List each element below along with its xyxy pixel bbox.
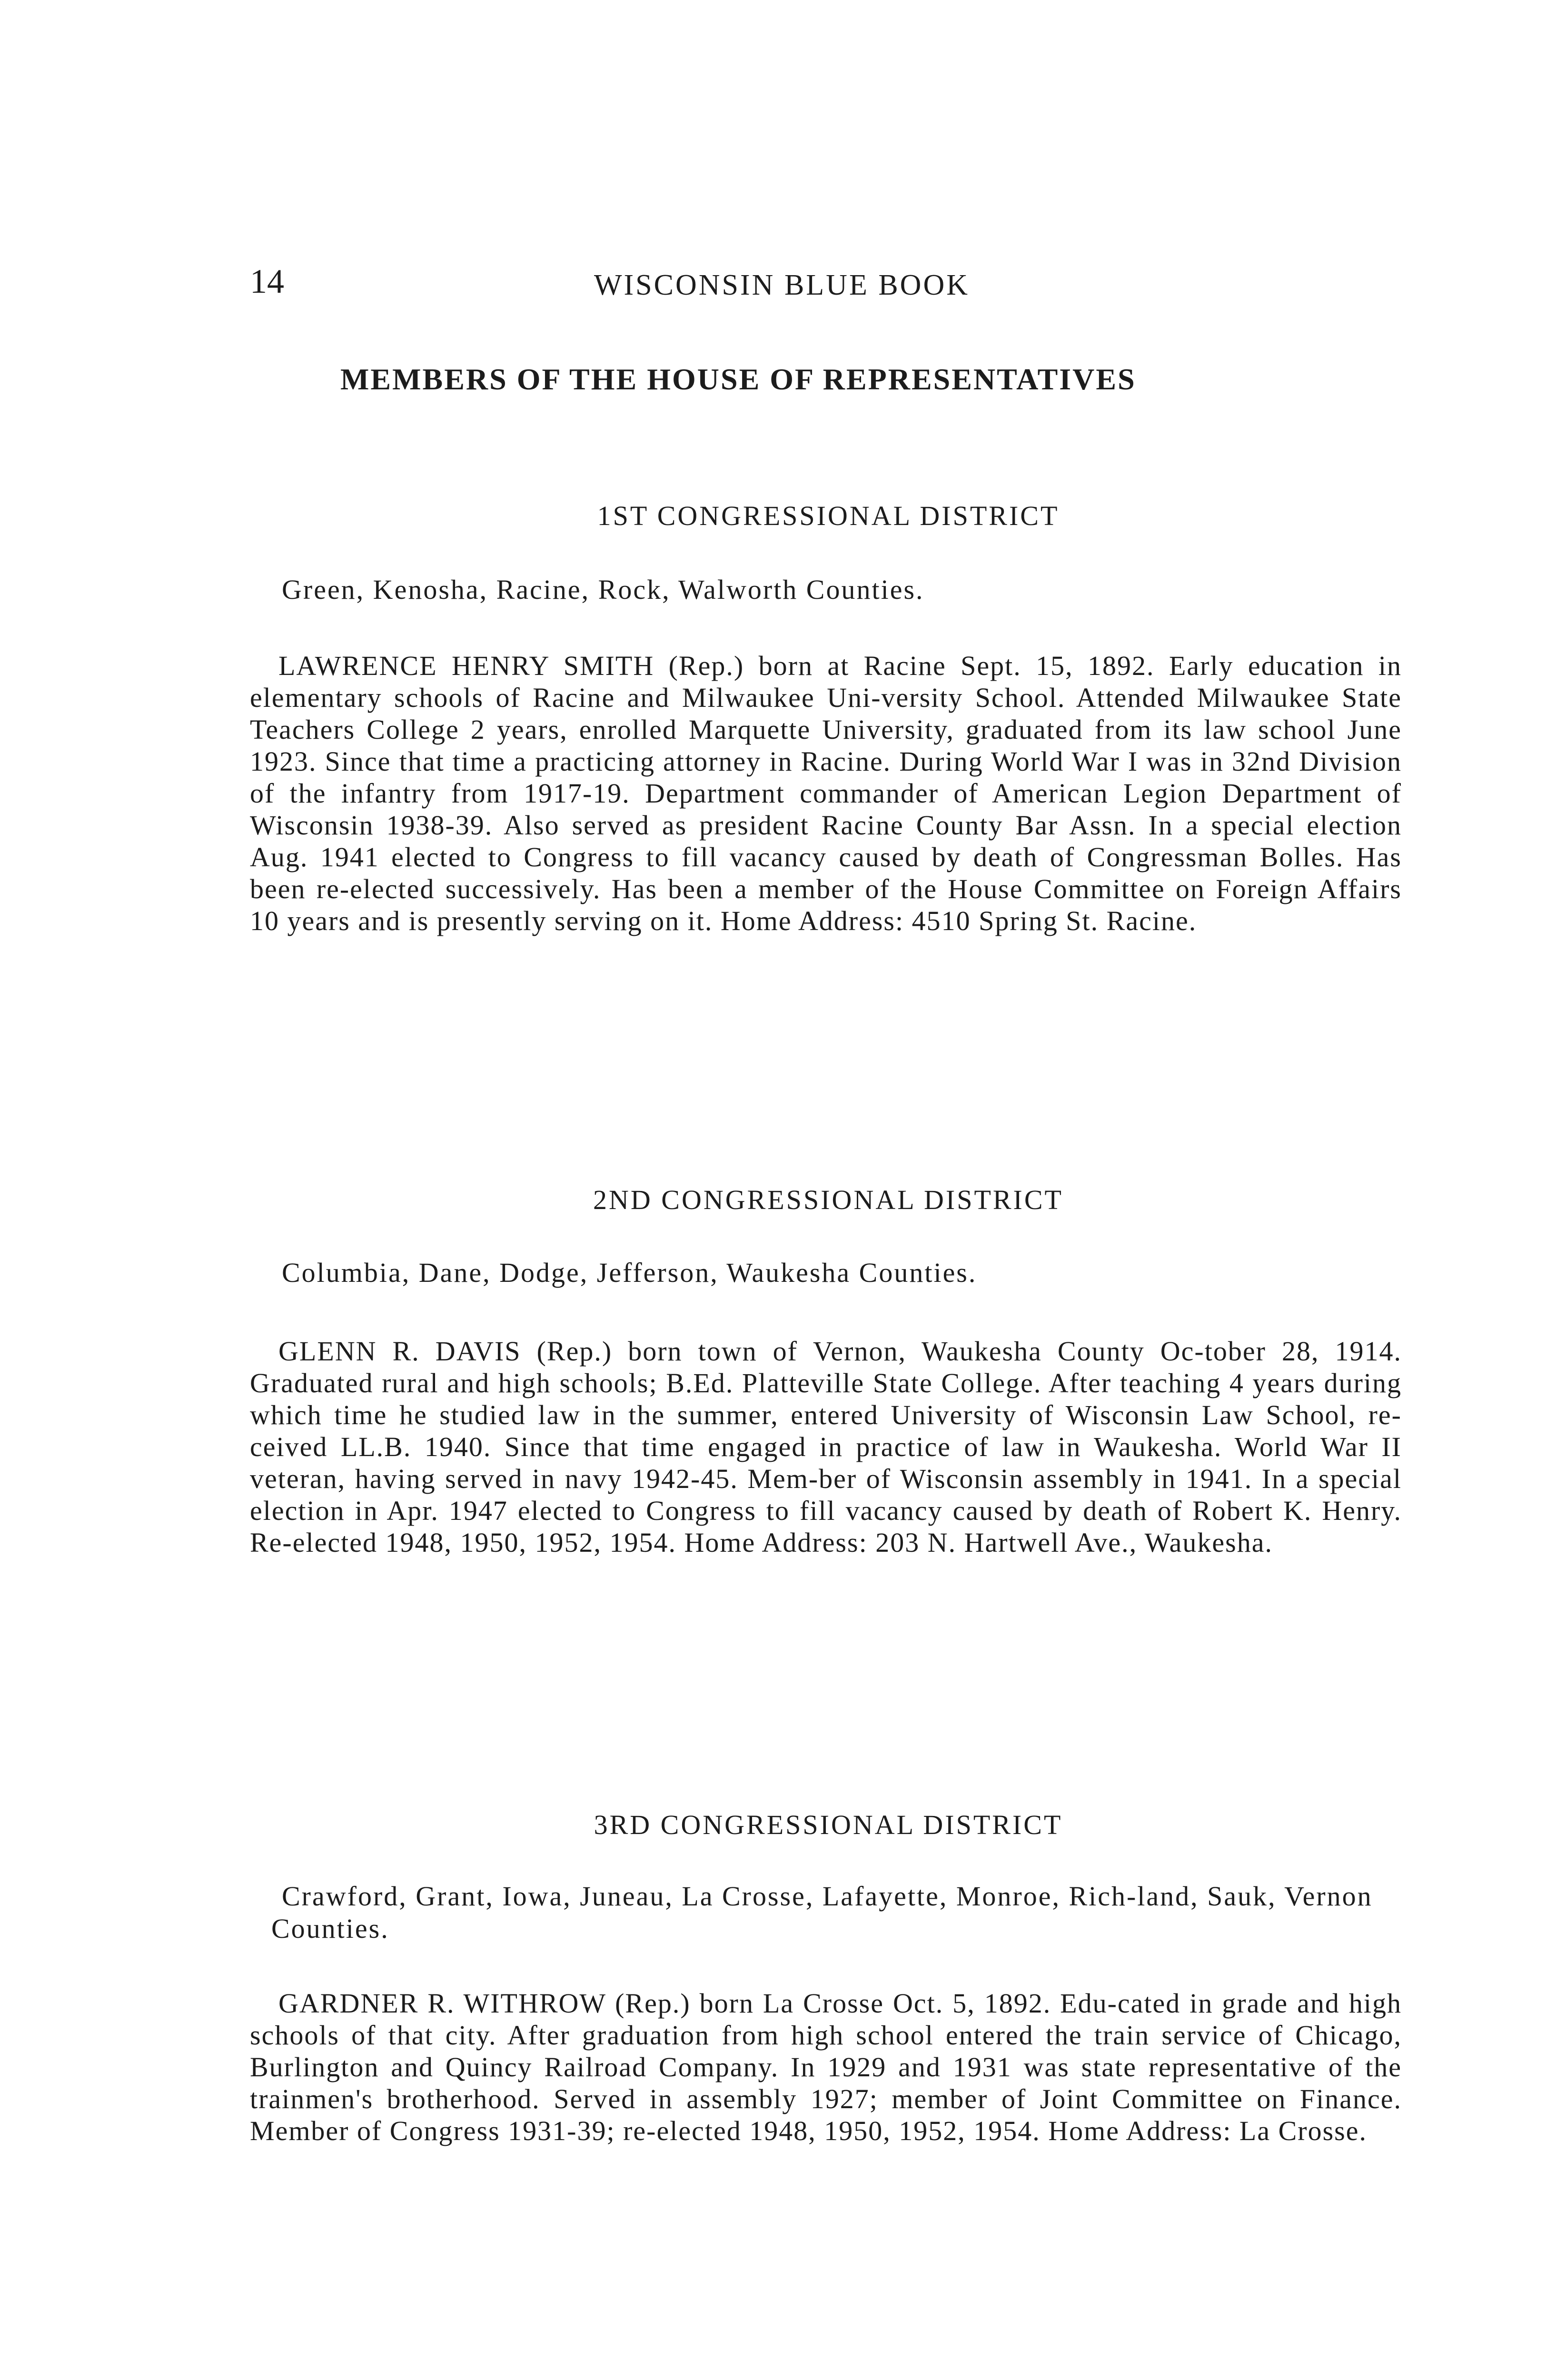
- section-title: MEMBERS OF THE HOUSE OF REPRESENTATIVES: [340, 362, 1136, 396]
- district-2-heading: 2ND CONGRESSIONAL DISTRICT: [593, 1184, 1063, 1215]
- running-title: WISCONSIN BLUE BOOK: [594, 269, 970, 301]
- district-1-biography: LAWRENCE HENRY SMITH (Rep.) born at Racine Sept. 15, 1892. Early education in elementary schools of Racine and Milwaukee Uni-versity School. Attended Milwaukee State Teachers College 2 years, enrolled Marquette University, graduated from its law school June 1923. Since that time a practicing attorney in Racine. During World War I was in 32nd Division of the infantry from 1917-19. Department commander of American Legion Department of Wisconsin 1938-39. Also served as president Racine County Bar Assn. In a special election Aug. 1941 elected to Congress to fill vacancy caused by death of Congressman Bolles. Has been re-elected successively. Has been a member of the House Committee on Foreign Affairs 10 years and is presently serving on it. Home Address: 4510 Spring St. Racine.: [250, 650, 1402, 936]
- district-1-heading: 1ST CONGRESSIONAL DISTRICT: [597, 500, 1060, 531]
- district-1-counties: Green, Kenosha, Racine, Rock, Walworth Counties.: [282, 574, 924, 605]
- district-3-counties: Crawford, Grant, Iowa, Juneau, La Crosse, Lafayette, Monroe, Rich-land, Sauk, Vernon Counties.: [271, 1881, 1373, 1944]
- district-2-biography: GLENN R. DAVIS (Rep.) born town of Vernon, Waukesha County Oc-tober 28, 1914. Graduated rural and high schools; B.Ed. Platteville State College. After teaching 4 years during which time he studied law in the summer, entered University of Wisconsin Law School, re-ceived LL.B. 1940. Since that time engaged in practice of law in Waukesha. World War II veteran, having served in navy 1942-45. Mem-ber of Wisconsin assembly in 1941. In a special election in Apr. 1947 elected to Congress to fill vacancy caused by death of Robert K. Henry. Re-elected 1948, 1950, 1952, 1954. Home Address: 203 N. Hartwell Ave., Waukesha.: [250, 1336, 1402, 1558]
- page-number: 14: [250, 262, 284, 300]
- district-3-heading: 3RD CONGRESSIONAL DISTRICT: [594, 1809, 1063, 1840]
- district-2-counties: Columbia, Dane, Dodge, Jefferson, Waukesha Counties.: [282, 1257, 977, 1288]
- district-3-biography: GARDNER R. WITHROW (Rep.) born La Crosse Oct. 5, 1892. Edu-cated in grade and high schools of that city. After graduation from high school entered the train service of Chicago, Burlington and Quincy Railroad Company. In 1929 and 1931 was state representative of the trainmen's brotherhood. Served in assembly 1927; member of Joint Committee on Finance. Member of Congress 1931-39; re-elected 1948, 1950, 1952, 1954. Home Address: La Crosse.: [250, 1988, 1402, 2146]
